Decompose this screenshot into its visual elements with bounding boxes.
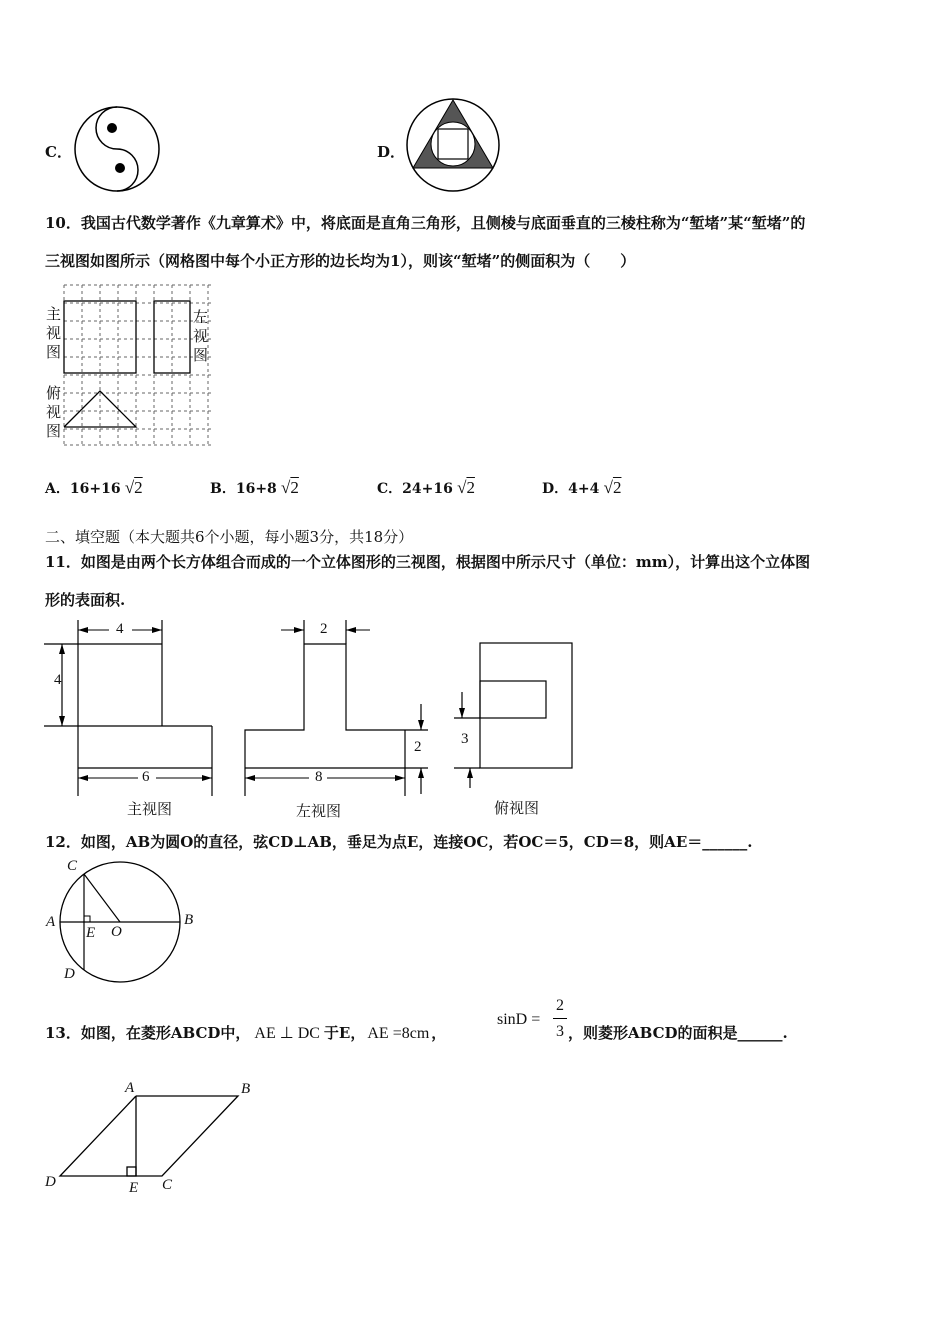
q13-point-d: D bbox=[45, 1174, 56, 1190]
q13-text: 13．如图，在菱形ABCD中， AE ⊥ DC 于E， AE =8cm ， bbox=[45, 1024, 447, 1042]
q12-point-a: A bbox=[46, 914, 56, 930]
q13-rhombus-figure bbox=[58, 1092, 248, 1182]
q11-front-view bbox=[44, 618, 219, 793]
option-c-label: C． bbox=[45, 143, 72, 161]
circle-triangle-square-figure bbox=[405, 97, 501, 193]
q10-front-view-label: 主 视 图 bbox=[46, 305, 62, 361]
q13-point-b: B bbox=[241, 1081, 251, 1097]
q11-side-bottom-dim: 8 bbox=[315, 769, 323, 785]
q13-sin-numerator: 2 bbox=[556, 997, 564, 1014]
q11-line1: 11．如图是由两个长方体组合而成的一个立体图形的三视图，根据图中所示尺寸（单位：mm），计算出这个立体图 bbox=[45, 553, 811, 571]
q11-side-height-dim: 2 bbox=[414, 739, 422, 755]
q10-option-c: C．24+16 √2 bbox=[377, 478, 475, 497]
q11-front-bottom-dim: 6 bbox=[142, 769, 150, 785]
q13-sin-label: sinD = bbox=[497, 1011, 541, 1028]
q11-front-top-dim: 4 bbox=[116, 621, 124, 637]
q10-option-b: B．16+8 √2 bbox=[210, 478, 299, 497]
q12-point-d: D bbox=[64, 966, 75, 982]
q11-line2: 形的表面积. bbox=[45, 591, 126, 609]
q12-point-o: O bbox=[111, 924, 122, 940]
q10-option-d: D．4+4 √2 bbox=[542, 478, 622, 497]
q10-side-view-label: 左 视 图 bbox=[193, 308, 209, 364]
q11-top-caption: 俯视图 bbox=[494, 799, 540, 817]
q13-sin-denominator: 3 bbox=[556, 1023, 564, 1040]
q11-top-height-dim: 3 bbox=[461, 731, 469, 747]
q11-top-view bbox=[452, 640, 577, 790]
q10-line1: 10．我国古代数学著作《九章算术》中，将底面是直角三角形，且侧棱与底面垂直的三棱柱称为“堑堵”某“堑堵”的 bbox=[45, 214, 806, 232]
q11-side-top-dim: 2 bbox=[320, 621, 328, 637]
q12-point-e: E bbox=[86, 925, 96, 941]
q13-point-e: E bbox=[129, 1180, 139, 1196]
q12-point-b: B bbox=[184, 912, 194, 928]
q13-point-c: C bbox=[162, 1177, 173, 1193]
q11-side-view bbox=[243, 618, 443, 796]
q13-fraction-bar bbox=[553, 1018, 567, 1019]
yin-yang-figure bbox=[72, 104, 162, 194]
q10-option-a: A．16+16 √2 bbox=[45, 478, 143, 497]
q12-circle-figure bbox=[58, 862, 188, 984]
q10-top-view-label: 俯 视 图 bbox=[46, 384, 62, 440]
q13-point-a: A bbox=[125, 1080, 135, 1096]
q13-suffix: ，则菱形ABCD的面积是______. bbox=[568, 1024, 788, 1042]
q12-point-c: C bbox=[67, 858, 78, 874]
q11-front-height-dim: 4 bbox=[54, 672, 62, 688]
option-d-label: D． bbox=[377, 143, 406, 161]
q11-front-caption: 主视图 bbox=[127, 800, 173, 818]
q11-side-caption: 左视图 bbox=[296, 802, 342, 820]
q12-text: 12．如图，AB为圆O的直径，弦CD⊥AB，垂足为点E，连接OC，若OC＝5，CD＝8，则AE＝______. bbox=[45, 833, 753, 851]
q10-line2: 三视图如图所示（网格图中每个小正方形的边长均为1），则该“堑堵”的侧面积为（ ） bbox=[45, 252, 636, 270]
section-2-heading: 二、填空题（本大题共6个小题，每小题3分，共18分） bbox=[45, 528, 414, 546]
